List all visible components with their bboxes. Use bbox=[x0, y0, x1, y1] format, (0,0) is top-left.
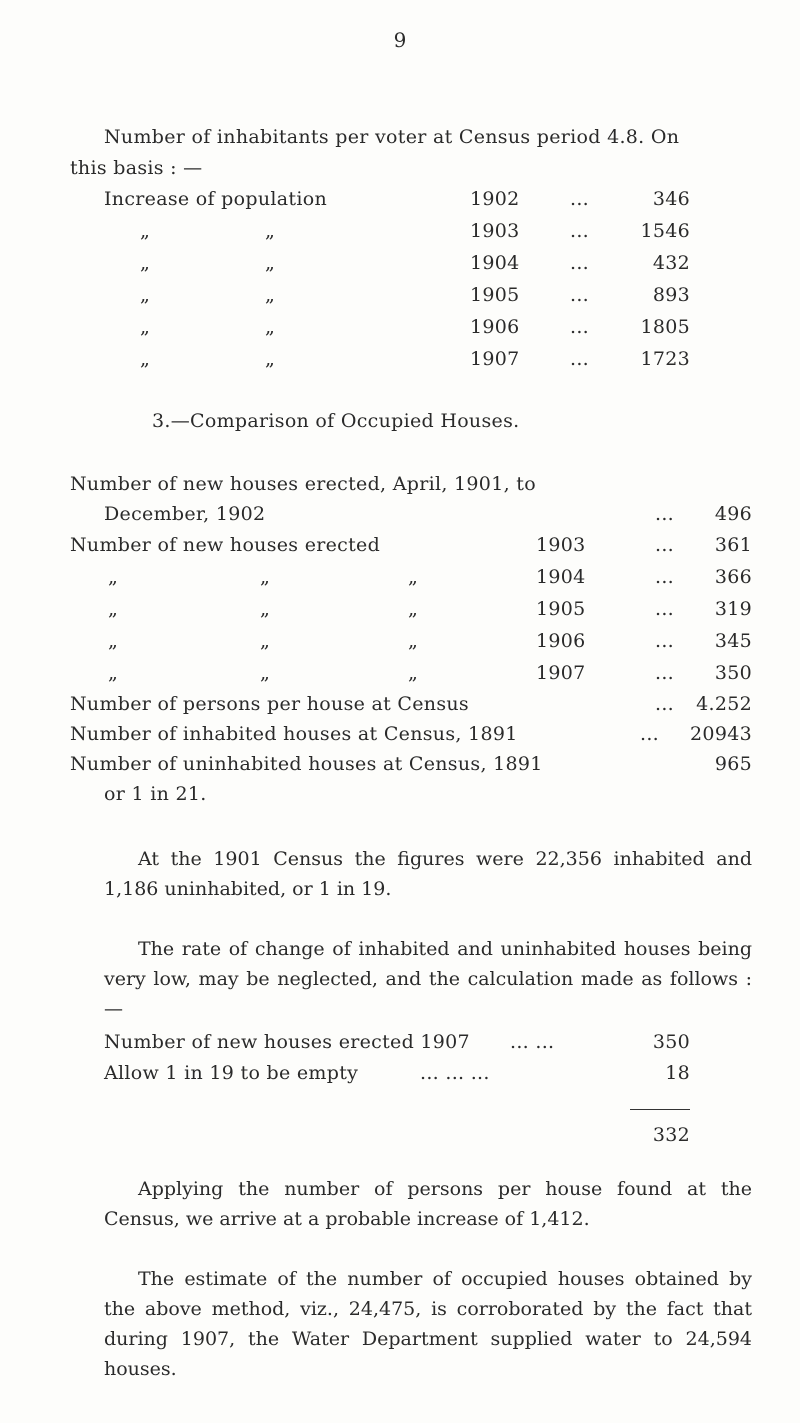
houses-year: 1906 bbox=[536, 630, 586, 652]
ditto-mark: „ bbox=[140, 252, 151, 274]
ditto-mark: „ bbox=[260, 598, 271, 620]
calc-row-2-label: Allow 1 in 19 to be empty bbox=[104, 1062, 359, 1084]
houses-dots: ... bbox=[655, 503, 675, 525]
ditto-mark: „ bbox=[260, 630, 271, 652]
calc-row-1-label: Number of new houses erected 1907 bbox=[104, 1031, 470, 1053]
ditto-mark: „ bbox=[108, 630, 119, 652]
ditto-mark: „ bbox=[265, 316, 276, 338]
increase-value: 432 bbox=[652, 252, 690, 274]
paragraph-applying: Applying the number of persons per house found at the Census, we arrive at a probable increase of 1,412. bbox=[104, 1178, 752, 1230]
increase-value: 1723 bbox=[640, 348, 690, 370]
ditto-mark: „ bbox=[265, 252, 276, 274]
increase-dots: ... bbox=[570, 220, 590, 242]
increase-value: 893 bbox=[652, 284, 690, 306]
calc-row-2-dots: ... ... ... bbox=[420, 1062, 490, 1084]
paragraph-estimate: The estimate of the number of occupied houses obtained by the above method, viz., 24,475, is corroborated by the fact that during 1907, the Water Department supplied water to 24,594 houses. bbox=[104, 1268, 752, 1380]
ditto-mark: „ bbox=[265, 220, 276, 242]
increase-dots: ... bbox=[570, 252, 590, 274]
erected-label: Number of new houses erected bbox=[70, 534, 381, 556]
ditto-mark: „ bbox=[408, 662, 419, 684]
houses-year: 1907 bbox=[536, 662, 586, 684]
ditto-mark: „ bbox=[408, 630, 419, 652]
ditto-mark: „ bbox=[260, 662, 271, 684]
ditto-mark: „ bbox=[265, 348, 276, 370]
persons-value: 4.252 bbox=[696, 693, 752, 715]
houses-dots: ... bbox=[655, 662, 675, 684]
houses-dots: ... bbox=[655, 630, 675, 652]
calc-result: 332 bbox=[652, 1124, 690, 1146]
ditto-mark: „ bbox=[408, 566, 419, 588]
uninhabited-label: Number of uninhabited houses at Census, 1891 bbox=[70, 753, 543, 775]
houses-value: 350 bbox=[714, 662, 752, 684]
page-number: 9 bbox=[393, 28, 407, 52]
ditto-mark: „ bbox=[140, 284, 151, 306]
houses-value: 366 bbox=[714, 566, 752, 588]
houses-value: 361 bbox=[714, 534, 752, 556]
ditto-mark: „ bbox=[408, 598, 419, 620]
increase-year: 1907 bbox=[470, 348, 520, 370]
sum-rule bbox=[630, 1109, 690, 1110]
persons-dots: ... bbox=[655, 693, 675, 715]
houses-dots: ... bbox=[655, 598, 675, 620]
ditto-mark: „ bbox=[265, 284, 276, 306]
increase-year: 1902 bbox=[470, 188, 520, 210]
increase-year: 1905 bbox=[470, 284, 520, 306]
ditto-mark: „ bbox=[140, 220, 151, 242]
increase-year: 1904 bbox=[470, 252, 520, 274]
ditto-mark: „ bbox=[260, 566, 271, 588]
uninhabited-note: or 1 in 21. bbox=[104, 783, 207, 805]
inhabited-value: 20943 bbox=[690, 723, 752, 745]
ditto-mark: „ bbox=[108, 598, 119, 620]
increase-year: 1903 bbox=[470, 220, 520, 242]
increase-dots: ... bbox=[570, 284, 590, 306]
calc-row-2-value: 18 bbox=[665, 1062, 690, 1084]
houses-value: 496 bbox=[714, 503, 752, 525]
paragraph-1901-census: At the 1901 Census the figures were 22,356 inhabited and 1,186 uninhabited, or 1 in 19. bbox=[104, 848, 752, 900]
houses-year: 1903 bbox=[536, 534, 586, 556]
persons-label: Number of persons per house at Census bbox=[70, 693, 469, 715]
increase-dots: ... bbox=[570, 188, 590, 210]
intro-line-2: this basis : — bbox=[70, 157, 203, 179]
ditto-mark: „ bbox=[140, 348, 151, 370]
houses-dots: ... bbox=[655, 566, 675, 588]
uninhabited-value: 965 bbox=[714, 753, 752, 775]
calc-row-1-dots: ... ... bbox=[510, 1031, 555, 1053]
intro-line-1: Number of inhabitants per voter at Census period 4.8. On bbox=[104, 126, 680, 148]
ditto-mark: „ bbox=[140, 316, 151, 338]
paragraph-rate-of-change: The rate of change of inhabited and uninhabited houses being very low, may be neglected, and the calculation made as follows : — bbox=[104, 938, 752, 1020]
ditto-mark: „ bbox=[108, 566, 119, 588]
houses-dots: ... bbox=[655, 534, 675, 556]
increase-dots: ... bbox=[570, 348, 590, 370]
increase-label: Increase of population bbox=[104, 188, 327, 210]
increase-year: 1906 bbox=[470, 316, 520, 338]
increase-value: 1805 bbox=[640, 316, 690, 338]
calc-row-1-value: 350 bbox=[652, 1031, 690, 1053]
inhabited-label: Number of inhabited houses at Census, 1891 bbox=[70, 723, 518, 745]
houses-value: 319 bbox=[714, 598, 752, 620]
houses-year: 1904 bbox=[536, 566, 586, 588]
houses-line-1: Number of new houses erected, April, 1901, to bbox=[70, 473, 536, 495]
increase-dots: ... bbox=[570, 316, 590, 338]
increase-value: 346 bbox=[652, 188, 690, 210]
inhabited-dots: ... bbox=[640, 723, 660, 745]
ditto-mark: „ bbox=[108, 662, 119, 684]
section-heading: 3.—Comparison of Occupied Houses. bbox=[152, 410, 520, 432]
houses-year: 1905 bbox=[536, 598, 586, 620]
houses-line-2: December, 1902 bbox=[104, 503, 266, 525]
houses-value: 345 bbox=[714, 630, 752, 652]
increase-value: 1546 bbox=[640, 220, 690, 242]
